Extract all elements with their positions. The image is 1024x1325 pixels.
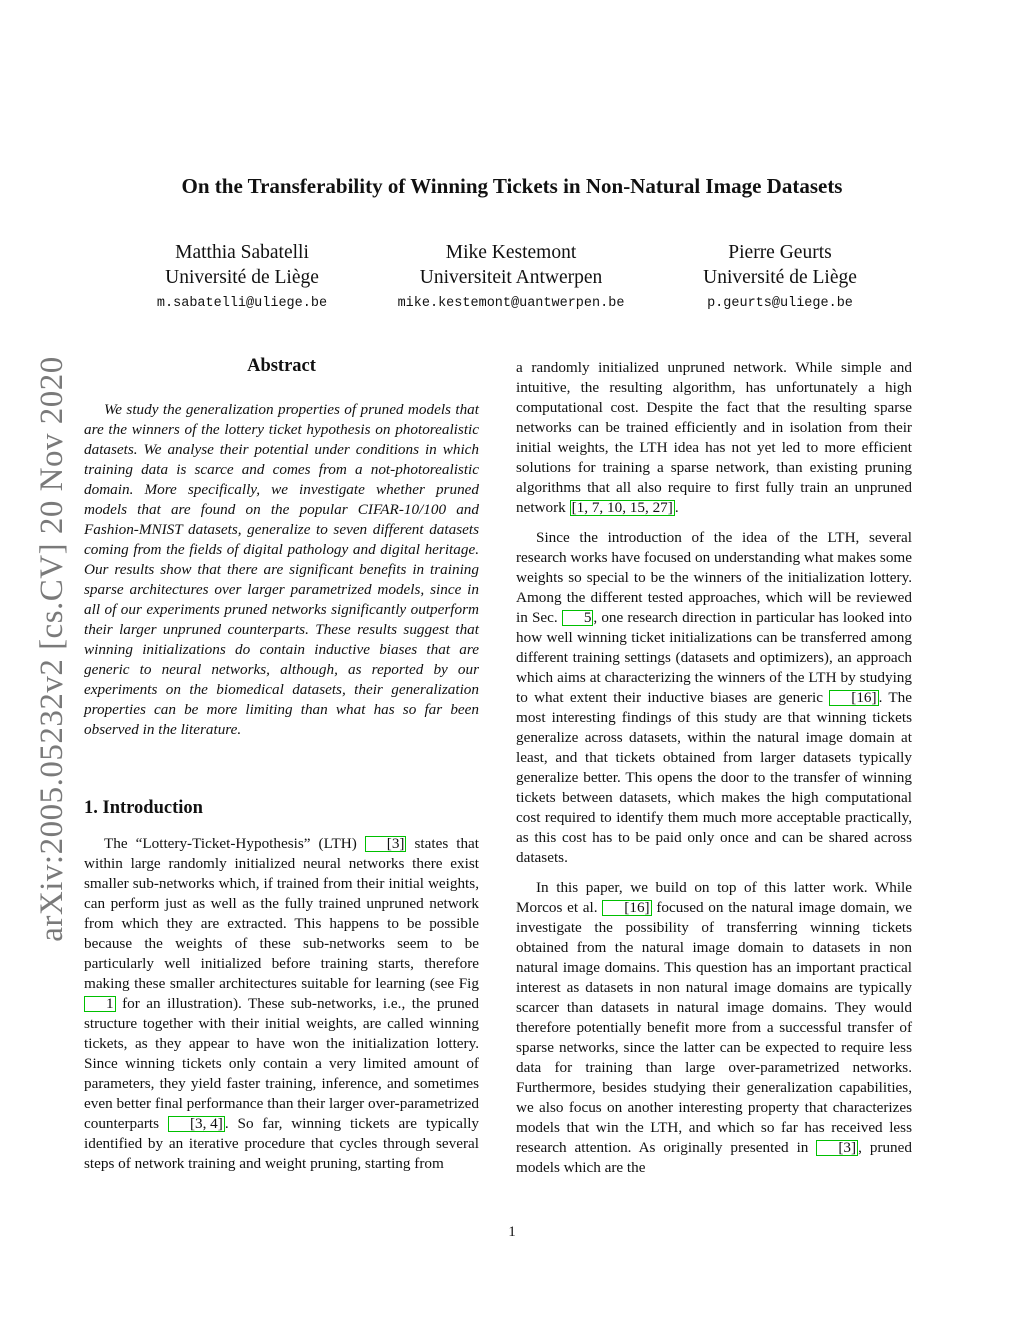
- body-paragraph: [516, 358, 912, 518]
- author-email[interactable]: mike.kestemont@uantwerpen.be: [397, 296, 625, 311]
- abstract-heading: Abstract: [247, 356, 316, 376]
- text-run: . So far, winning tickets are typically identified by an iterative procedure that cycles through several steps of network training and weight pruning, starting from: [84, 1115, 480, 1172]
- author-block-3: [660, 240, 900, 313]
- page-number: 1: [508, 1224, 516, 1240]
- author-email[interactable]: m.sabatelli@uliege.be: [156, 296, 328, 311]
- citation-link[interactable]: [3, 4]: [168, 1116, 225, 1132]
- figure-link[interactable]: 1: [84, 996, 116, 1012]
- text-run: .: [674, 499, 679, 516]
- citation-link[interactable]: [16]: [602, 900, 651, 916]
- author-affiliation: Université de Liège: [165, 267, 319, 288]
- author-name: Pierre Geurts: [728, 242, 832, 263]
- citation-link[interactable]: [1, 7, 10, 15, 27]: [571, 499, 673, 516]
- text-run: for an illustration). These sub-networks, i.e., the pruned structure together with their initial weights, are called winning tickets, as they appear to have won the initialization lottery. Since winning tickets only contain a very limited amount of parameters, they yield faster training, inference, and sometimes even better final performance than their larger over-parametrized counterparts: [84, 995, 479, 1132]
- arxiv-stamp: arXiv:2005.05232v2 [cs.CV] 20 Nov 2020: [34, 356, 70, 942]
- introduction-text: [84, 834, 479, 1174]
- section-link[interactable]: 5: [562, 610, 594, 626]
- right-column-text: [516, 358, 912, 1178]
- section-heading-introduction: 1. Introduction: [84, 798, 203, 818]
- text-run: The “Lottery-Ticket-Hypothesis” (LTH): [104, 835, 365, 852]
- text-run: states that within large randomly initialized neural networks there exist smaller sub-networks which, if trained from their initial weights, can perform just as well as the fully trained unpruned network from which they are extracted. This happens to be possible because the weights of these sub-networks seem to be particularly well initialized before training starts, therefore making these smaller architectures suitable for learning (see Fig: [84, 835, 479, 992]
- author-name: Mike Kestemont: [445, 242, 577, 263]
- citation-link[interactable]: [3]: [365, 836, 407, 852]
- abstract-paragraph: We study the generalization properties of pruned models that are the winners of the lottery ticket hypothesis on photorealistic datasets. We analyse their potential under conditions in which training data is scarce and comes from a not-photorealistic domain. More specifically, we investigate whether pruned models that are found on the popular CIFAR-10/100 and Fashion-MNIST datasets, generalize to seven different datasets coming from the fields of digital pathology and digital heritage. Our results show that there are significant benefits in training sparse architectures over larger parametrized models, since in all of our experiments pruned networks significantly outperform their larger unpruned counterparts. These results suggest that winning initializations do contain inductive biases that are generic to neural networks, although, as reported by our experiments on the biomedical datasets, their generalization properties can be more limiting than what has so far been observed in the literature.: [84, 401, 479, 738]
- citation-link[interactable]: [16]: [829, 690, 878, 706]
- abstract-text: [84, 400, 479, 740]
- text-run: a randomly initialized unpruned network. While simple and intuitive, the resulting algorithm, has unfortunately a high computational cost. Despite the fact that the resulting sparse networks can be trained efficiently and in isolation from their initial weights, the LTH idea has not yet led to more efficient solutions for training a sparse network, than existing pruning algorithms that all also require to first fully train an unpruned network: [516, 359, 912, 516]
- citation-link[interactable]: [3]: [816, 1140, 858, 1156]
- body-paragraph: [516, 878, 912, 1178]
- author-email[interactable]: p.geurts@uliege.be: [707, 296, 853, 311]
- author-block-2: [371, 240, 651, 313]
- text-run: In this paper, we build on top of this latter work. While Morcos et al.: [516, 879, 912, 916]
- text-run: , one research direction in particular has looked into how well winning ticket initializations can be transferred among different training settings (datasets and optimizers), an approach which aims at characterizing the winners of the LTH by studying to what extent their inductive biases are generic: [516, 609, 912, 706]
- author-affiliation: Université de Liège: [703, 267, 857, 288]
- author-name: Matthia Sabatelli: [175, 242, 309, 263]
- author-block-1: [122, 240, 362, 313]
- intro-paragraph: [84, 834, 479, 1174]
- author-affiliation: Universiteit Antwerpen: [419, 267, 603, 288]
- text-run: , pruned models which are the: [516, 1139, 912, 1176]
- text-run: . The most interesting findings of this study are that winning tickets generalize across datasets, within the natural image domain at least, and that tickets obtained from larger datasets typically generalize better. This opens the door to the transfer of winning tickets between datasets, which makes the high computational cost required to identify them much more acceptable practically, as this cost has to be paid only once and can be shared across datasets.: [516, 689, 912, 866]
- text-run: focused on the natural image domain, we investigate the possibility of transferring winning tickets obtained from the natural image domain to datasets in non natural image domains. This question has an important practical interest as datasets in non natural image domains are typically scarcer than datasets in natural image domains. They would therefore potentially benefit more from a successful transfer of sparse networks, since the latter can be expected to require less data for training than large over-parametrized networks. Furthermore, besides studying their generalization capabilities, we also focus on another interesting property that characterizes models that win the LTH, and which so far has received less research attention. As originally presented in: [516, 899, 912, 1156]
- paper-title: On the Transferability of Winning Tickets in Non-Natural Image Datasets: [181, 174, 843, 198]
- text-run: Since the introduction of the idea of the LTH, several research works have focused on understanding what makes some weights so special to be the winners of the initialization lottery. Among the different tested approaches, which will be reviewed in Sec.: [516, 529, 912, 626]
- body-paragraph: [516, 528, 912, 868]
